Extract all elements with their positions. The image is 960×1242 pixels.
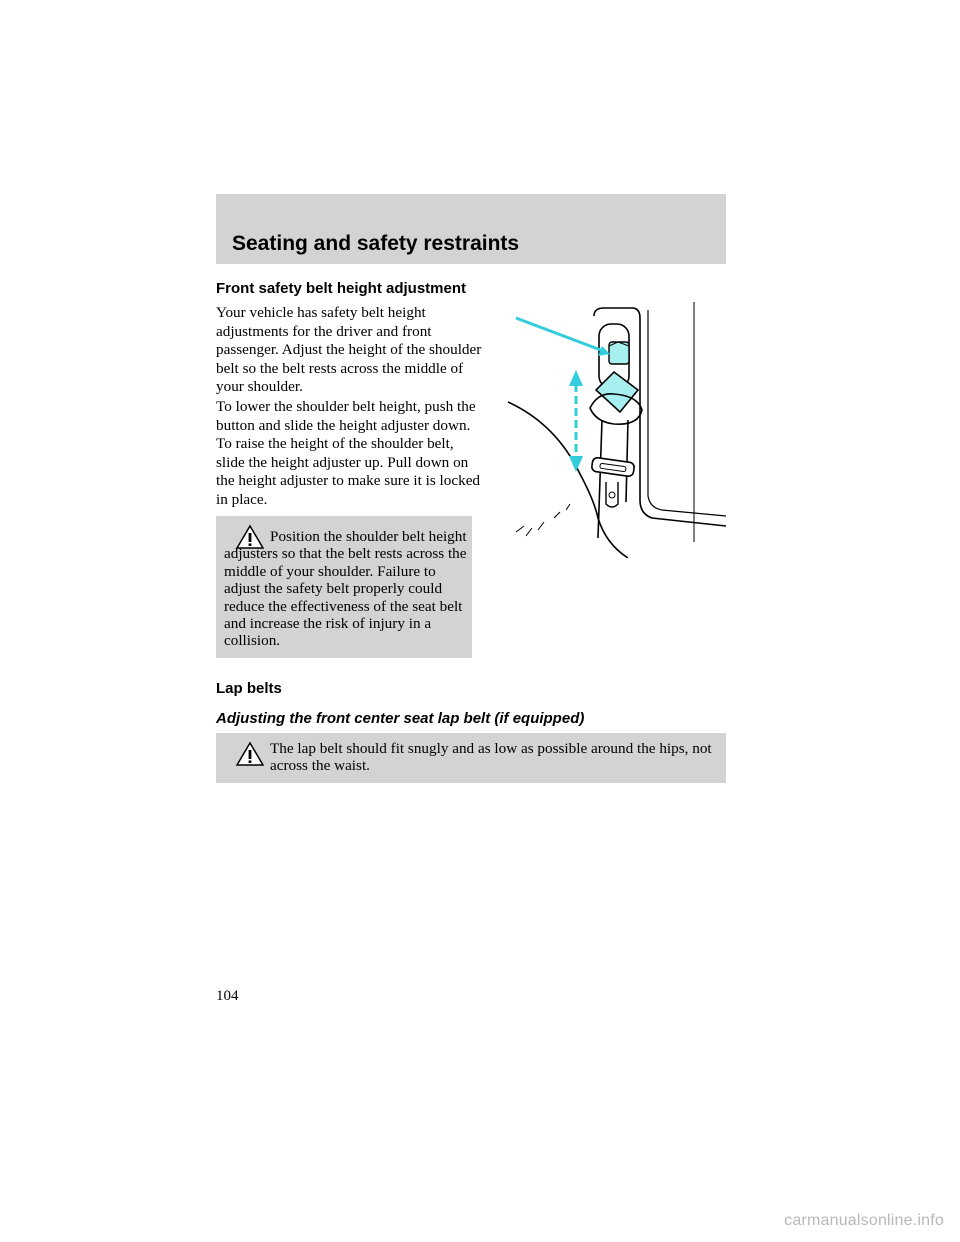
warning-box-lap-belt [216,733,726,783]
header-band [216,194,726,264]
paragraph-instructions: To lower the shoulder belt height, push the button and slide the height adjuster down. To raise the height of the shoulder belt, slide the height adjuster up. Pull down on the height adjuster to make sure it is locked in place. [216,398,481,508]
warning-text-lap-belt: The lap belt should fit snugly and as low as possible around the hips, not across the waist. [270,740,712,775]
warning-triangle-icon [236,741,264,767]
page-number: 104 [216,988,239,1004]
warning-box-shoulder-belt [216,516,472,658]
warning-text-shoulder-belt: Position the shoulder belt height adjusters so that the belt rests across the middle of your shoulder. Failure to adjust the safety belt properly could reduce the effectiveness of the seat belt and increase the risk of injury in a collision. [224,528,467,650]
section-heading: Front safety belt height adjustment [216,280,467,297]
paragraph-intro: Your vehicle has safety belt height adjustments for the driver and front passenger. Adjust the height of the shoulder belt so the belt rests across the middle of your shoulder. [216,304,482,396]
watermark-text: carmanualsonline.info [784,1212,944,1229]
lap-belts-heading: Lap belts [216,680,282,697]
belt-height-adjuster-illustration [494,296,726,558]
lap-belt-subheading: Adjusting the front center seat lap belt (if equipped) [216,710,585,727]
page-title: Seating and safety restraints [232,232,520,255]
